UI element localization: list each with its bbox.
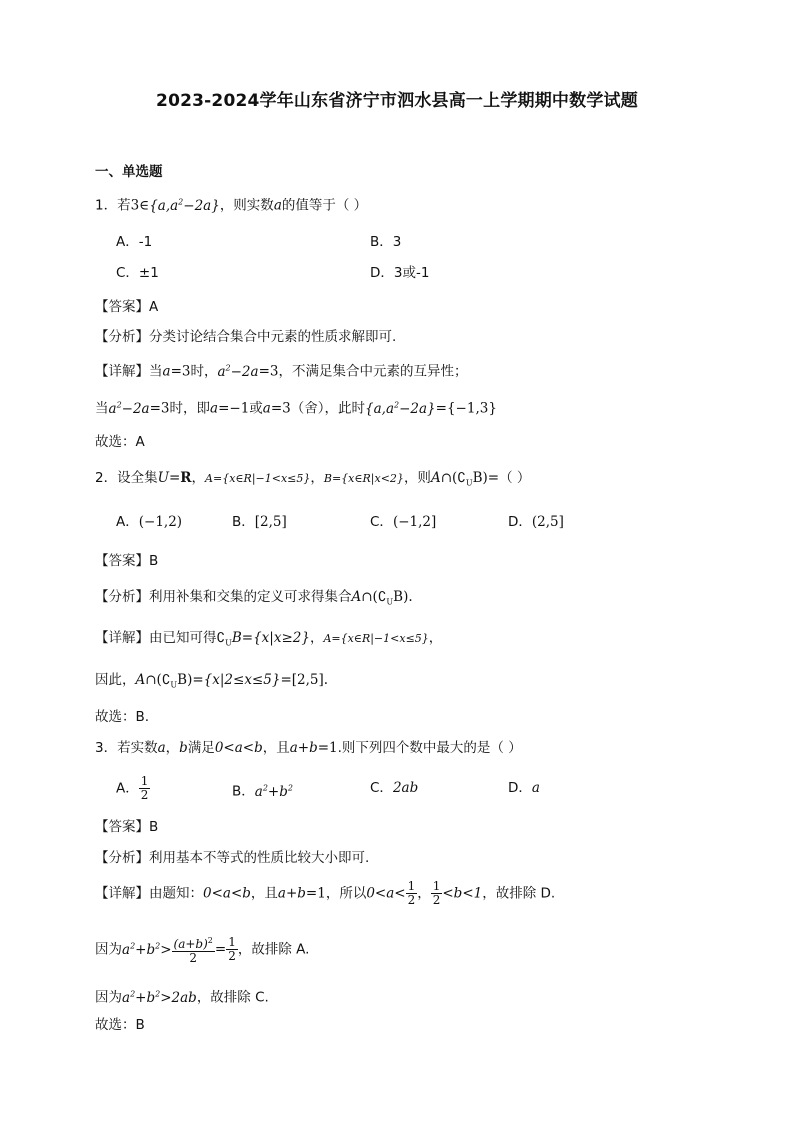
q1-option-b: B．3 bbox=[370, 234, 402, 250]
q3-option-c: C．2ab bbox=[370, 780, 419, 796]
q2-answer: 【答案】B bbox=[95, 553, 159, 569]
q1-option-d: D．3或-1 bbox=[370, 265, 430, 281]
q3-detail: 【详解】由题知：0<a<b，且a+b=1，所以0<a< $\frac{1}{2}$ ， $\frac{1}{2}$ <b<1，故排除 D. bbox=[95, 879, 556, 907]
q3-detail-line2: 因为$a^2+b^2>$ $\frac{(a+b)^2}{2}$ = $\frac{1}{2}$ ，故排除 A. bbox=[95, 935, 310, 965]
q1-detail: 【详解】当a=3时，$a^2-2a=3$，不满足集合中元素的互异性； bbox=[95, 363, 468, 380]
q2-option-b: B．[2,5] bbox=[232, 514, 287, 530]
q3-option-d: D．a bbox=[508, 780, 540, 796]
q1-detail-line2: 当$a^2-2a=3$时，即a=−1或a=3（舍），此时$\{a,a^2-2a\}=\{-1,3\}$ bbox=[95, 400, 497, 417]
q3-detail-line3: 因为$a^2+b^2>2ab$，故排除 C. bbox=[95, 989, 269, 1006]
q2-option-d: D．(2,5] bbox=[508, 514, 564, 530]
q1-answer: 【答案】A bbox=[95, 299, 159, 315]
q1-conclusion: 故选：A bbox=[95, 434, 145, 450]
section-heading: 一、单选题 bbox=[95, 164, 163, 180]
q2-detail-line2: 因此，$A\cap(∁_UB)=\{x|2\le x\le 5\}=[2,5]$. bbox=[95, 672, 329, 690]
q1-analysis: 【分析】分类讨论结合集合中元素的性质求解即可. bbox=[95, 329, 397, 345]
question-3-stem: 3．若实数a，b满足0<a<b，且a+b=1.则下列四个数中最大的是（ ） bbox=[95, 740, 522, 756]
q1-option-a: A．-1 bbox=[116, 234, 153, 250]
q2-option-a: A．(−1,2) bbox=[116, 514, 183, 530]
q3-option-b: B．$a^2+b^2$ bbox=[232, 783, 293, 800]
question-2-stem: 2．设全集U=R，A={x∈R|−1<x≤5}，B={x∈R|x<2}，则$A\cap(∁_UB)=$（ ） bbox=[95, 470, 531, 488]
page-title: 2023-2024学年山东省济宁市泗水县高一上学期期中数学试题 bbox=[156, 91, 638, 111]
q2-option-c: C．(−1,2] bbox=[370, 514, 437, 530]
q2-detail: 【详解】由已知可得$∁_UB=\{x|x\ge 2\}$，A={x∈R|−1<x≤5}， bbox=[95, 630, 443, 648]
q3-option-a: A． $\frac{1}{2}$ bbox=[116, 774, 149, 802]
q3-answer: 【答案】B bbox=[95, 819, 159, 835]
q1-option-c: C．±1 bbox=[116, 265, 159, 281]
q2-conclusion: 故选：B. bbox=[95, 709, 150, 725]
q3-analysis: 【分析】利用基本不等式的性质比较大小即可. bbox=[95, 850, 370, 866]
q3-conclusion: 故选：B bbox=[95, 1017, 145, 1033]
question-number: 1． bbox=[95, 197, 118, 214]
q2-analysis: 【分析】利用补集和交集的定义可求得集合$A\cap(∁_UB)$. bbox=[95, 589, 413, 607]
question-1-stem: 1．若$3\in\{a,a^2-2a\}$，则实数a的值等于（ ） bbox=[95, 197, 368, 214]
